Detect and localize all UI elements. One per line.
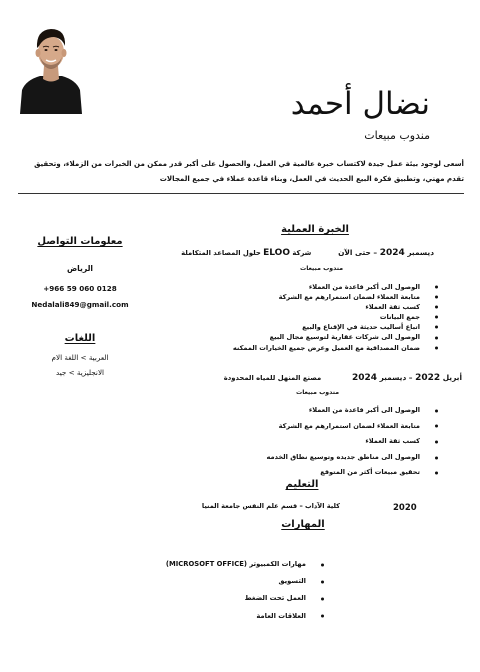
header-divider	[18, 193, 464, 194]
job-2-date-year: 2022	[415, 373, 441, 383]
job-1-date-suffix: – حتى الآن	[338, 248, 380, 257]
job-2-role: مندوب مبيعات	[296, 389, 340, 396]
job-2-company: مصنع المنهل للمياه المحدودة	[223, 374, 322, 382]
job-1-date-prefix: ديسمبر	[404, 248, 434, 257]
languages-heading: اللغات	[64, 333, 96, 344]
list-item: العلاقات العامة	[166, 608, 336, 625]
contact-heading: معلومات التواصل	[37, 236, 123, 247]
job-2-header	[224, 373, 462, 383]
list-item: الوصول الى أكبر قاعدة من العملاء	[233, 282, 450, 292]
job-2-duties	[267, 403, 450, 481]
list-item: اتباع أساليب حديثة في الإقناع والبيع	[233, 322, 450, 332]
skills-list	[166, 556, 336, 625]
list-item: جمع البيانات	[233, 312, 450, 322]
education-heading: التعليم	[285, 479, 319, 490]
job-1-company-prefix: شركة	[290, 249, 312, 257]
education-details: كلية الآداب – قسم علم النفس جامعة المنيا	[201, 502, 340, 510]
job-1-company-brand: ELOO	[263, 248, 290, 258]
list-item: الوصول الى شركات عقارية لتوسيع مجال البيع	[233, 332, 450, 342]
summary-paragraph: أسعى لوجود بيئة عمل جيدة لاكتساب خبرة عالمية في العمل، والحصول على أكبر قدر ممكن من الخبرات من الزملاء، وتحقيق تقدم مهني، وتطبيق فكرة البيع الحديث في العمل، وبناء قاعدة عملاء في جميع المجالات	[34, 159, 464, 183]
job-1-role: مندوب مبيعات	[300, 265, 344, 272]
job-1-company-suffix: حلول المصاعد المتكاملة	[181, 249, 264, 257]
list-item: متابعة العملاء لضمان استمرارهم مع الشركة	[267, 419, 450, 435]
list-item: كسب ثقة العملاء	[233, 302, 450, 312]
contact-city: الرياض	[66, 264, 94, 273]
job-title: مندوب مبيعات	[364, 129, 430, 142]
contact-email: Nedalali849@gmail.com	[31, 300, 129, 309]
list-item: ضمان المصداقية مع العميل وعرض جميع الخيارات الممكنه	[233, 343, 450, 353]
person-portrait-icon	[18, 16, 84, 114]
profile-photo	[18, 16, 84, 114]
job-2-date-mid: – ديسمبر	[377, 373, 416, 382]
list-item: كسب ثقة العملاء	[267, 434, 450, 450]
education-year: 2020	[393, 503, 417, 513]
list-item: التسويق	[166, 573, 336, 590]
job-1-date-year: 2024	[379, 248, 405, 258]
list-item: تحقيق مبيعات أكثر من المتوقع	[267, 465, 450, 481]
list-item: مهارات الكمبيوتر (MICROSOFT OFFICE)	[166, 556, 336, 573]
skills-heading: المهارات	[281, 519, 325, 530]
job-1-header	[181, 248, 434, 258]
job-2-date-year-end: 2024	[351, 373, 377, 383]
list-item: العمل تحت الضغط	[166, 590, 336, 607]
language-item: الانجليزية > جيد	[55, 368, 105, 377]
job-2-date-prefix: أبريل	[440, 373, 462, 382]
list-item: الوصول الى أكبر قاعدة من العملاء	[267, 403, 450, 419]
contact-phone: +966 59 060 0128	[43, 284, 117, 293]
job-1-duties	[233, 282, 450, 353]
language-item: العربية > اللغة الام	[51, 353, 109, 362]
full-name: نضال أحمد	[290, 86, 430, 122]
list-item: الوصول الى مناطق جديده وتوسيع نطاق الخدمه	[267, 450, 450, 466]
list-item: متابعة العملاء لضمان استمرارهم مع الشركة	[233, 292, 450, 302]
experience-heading: الخبرة العملية	[281, 224, 349, 235]
